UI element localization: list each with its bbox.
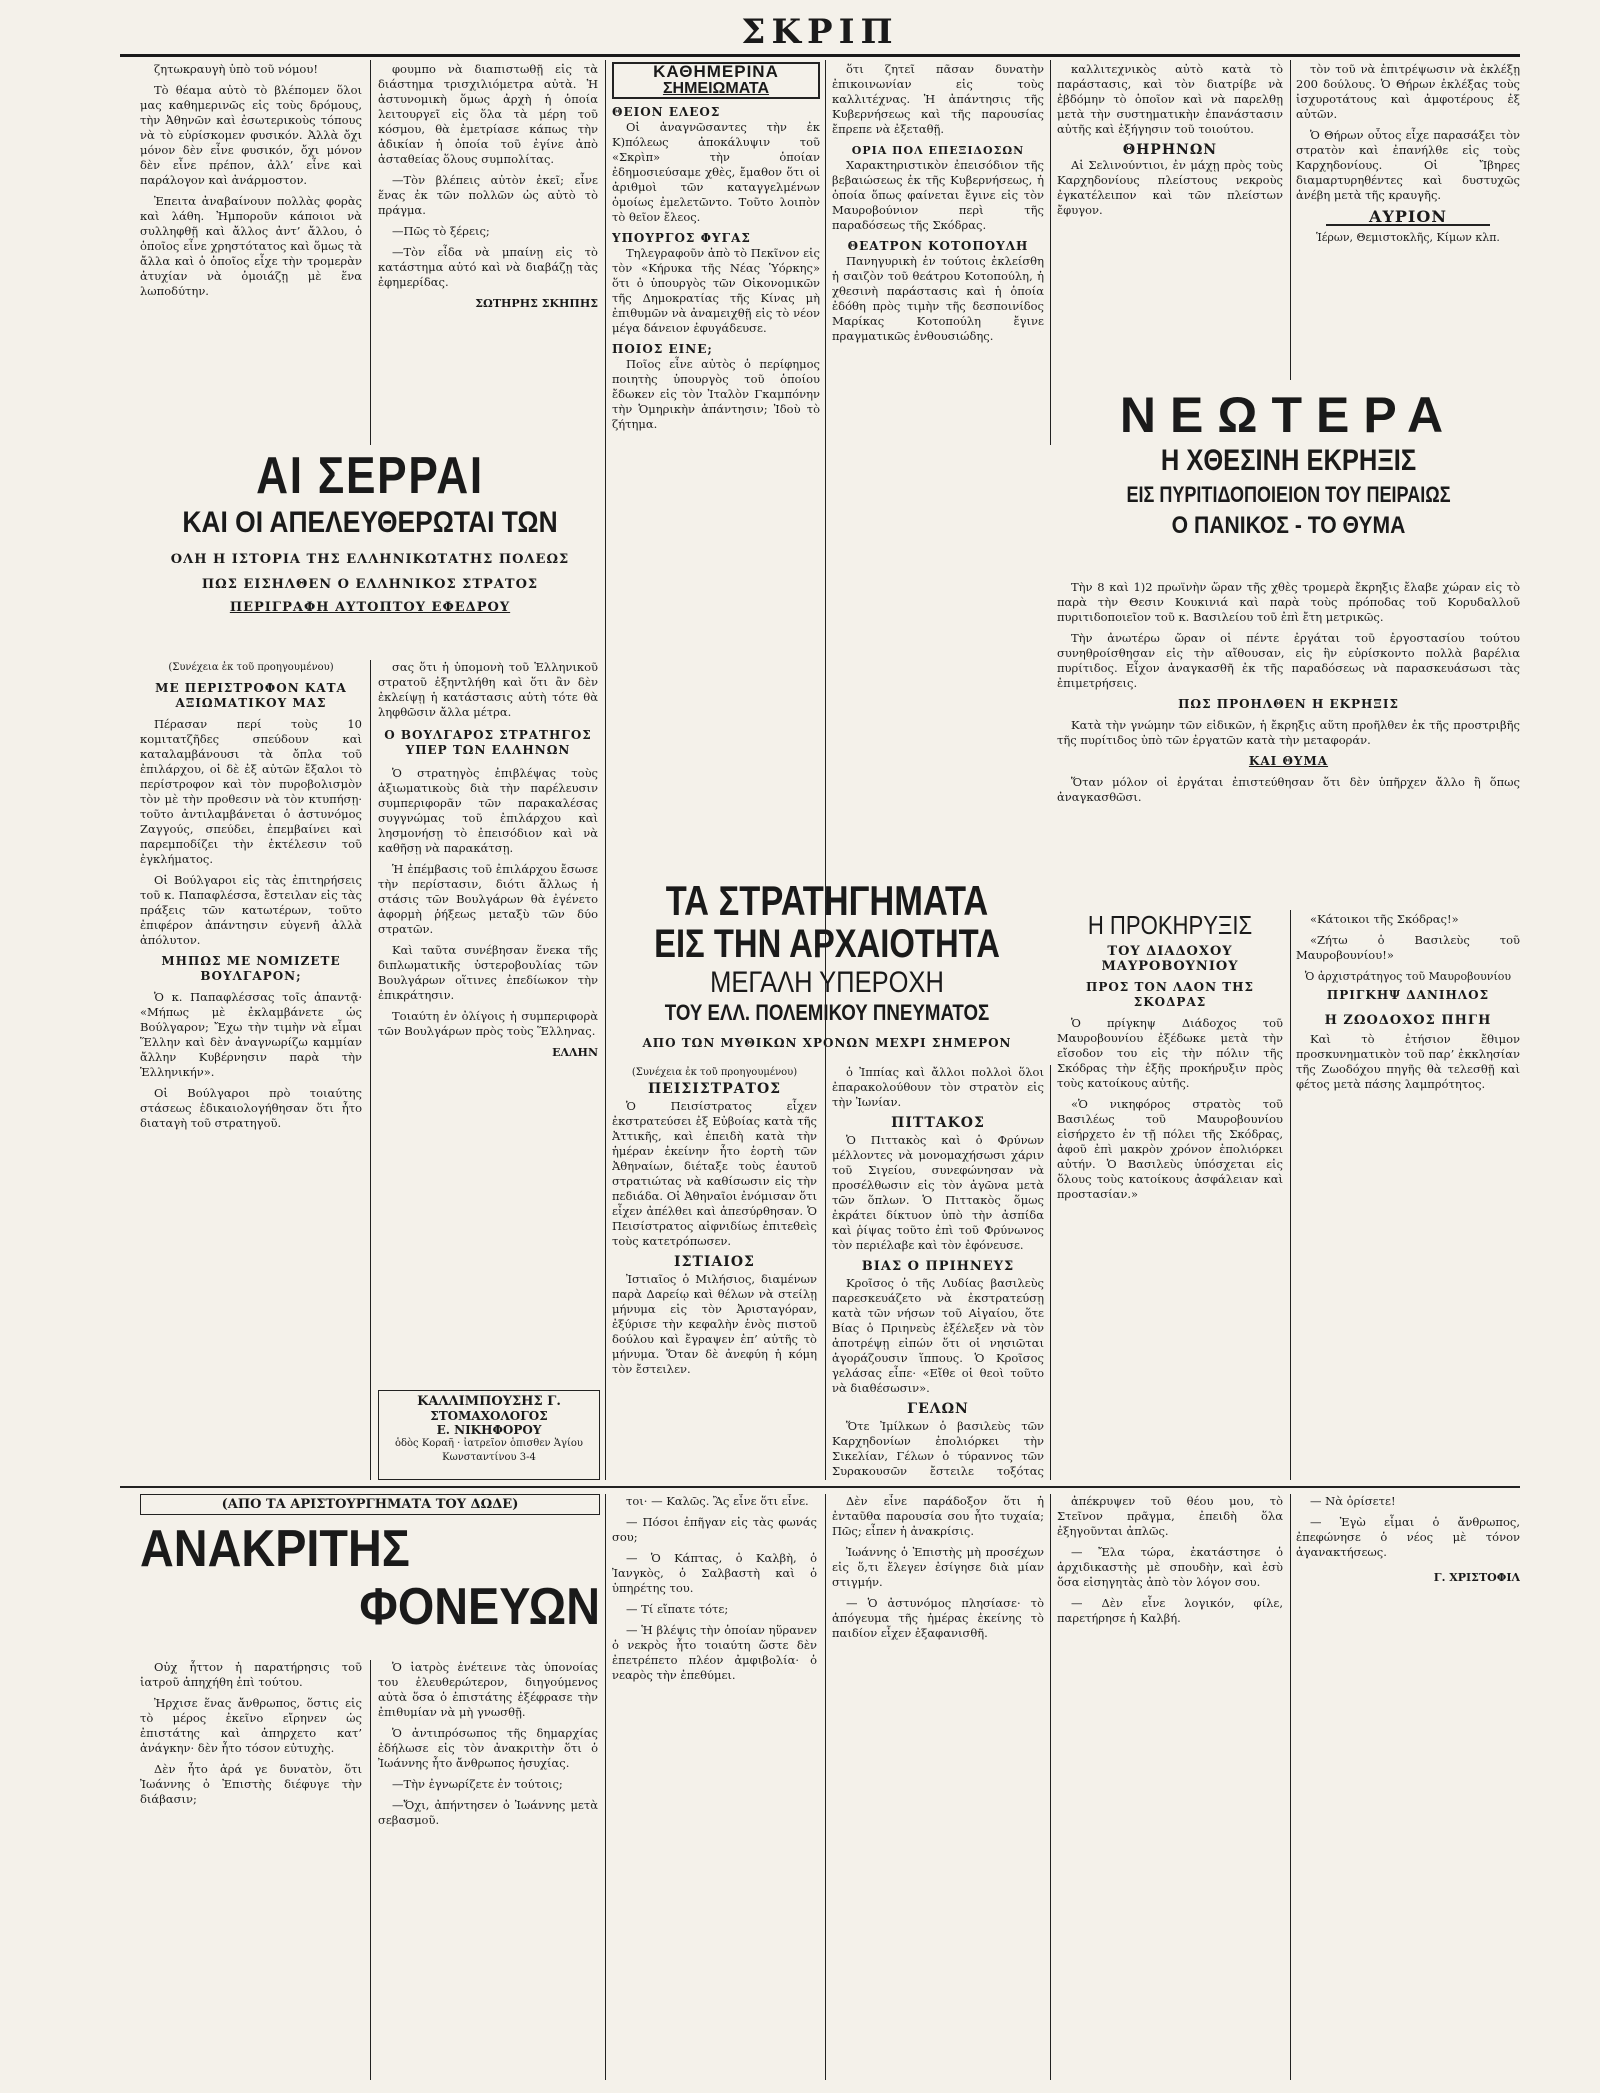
ad-line: Ε. ΝΙΚΗΦΟΡΟΥ xyxy=(436,1423,542,1437)
paragraph: ἀπέκρυψεν τοῦ θέου μου, τὸ Στεῖνον πρᾶγμα, ἐπειδὴ ὅλα ἐξηγοῦνται ἀπλῶς. xyxy=(1057,1494,1283,1538)
serrai-header xyxy=(140,447,600,650)
signature: ΣΩΤΗΡΗΣ ΣΚΗΠΗΣ xyxy=(475,297,598,310)
paragraph: Ὁ Θήρων οὗτος εἶχε παρασάξει τὸν στρατὸν καὶ ἐπανήλθε εἰς τοὺς Καρχηδονίους. Οἱ Ἴβηρες διαμαρτυρηθέντες καὶ δυστυχῶς ἀνέβη μετὰ τῆς κραυγῆς. xyxy=(1296,128,1520,202)
prokyrixis-column-2 xyxy=(1296,912,1520,1480)
section-heading: ΠΟΙΟΣ ΕΙΝΕ; xyxy=(612,342,713,356)
paragraph: Καὶ τὸ ἐτήσιον ἔθιμον προσκυνηματικὸν τοῦ παρ’ ἐκκλησίαν τῆς Ζωοδόχου πηγῆς θὰ τελεσθῇ καὶ φέτος μετὰ πάσης λαμπρότητος. xyxy=(1296,1032,1520,1091)
anakritis-title-2: ΦΟΝΕΥΩΝ xyxy=(359,1578,600,1636)
column-rule xyxy=(1290,1494,1291,2080)
column-rule xyxy=(1050,1494,1051,2080)
paragraph: Ἡ ἐπέμβασις τοῦ ἐπιλάρχου ἔσωσε τὴν περίστασιν, διότι ἄλλως ἡ στάσις τῶν Βουλγάρων θὰ ἐγένετο ἀφορμὴ ῥήξεως μεταξὺ τῶν δύο στρατῶν. xyxy=(378,862,598,936)
neotera-subtitle-1: Η ΧΘΕΣΙΝΗ ΕΚΡΗΞΙΣ xyxy=(1160,444,1417,477)
paragraph: Ἠρχισε ἕνας ἄνθρωπος, ὅστις εἰς τὸ μέρος ἐκεῖνο εἴρηνεν ὡς ἐπιστάτης καὶ ἀπηρχετο κατ’ ἀνάγκην· δὲν ἦτο τόσον εὐτυχὴς. xyxy=(140,1696,362,1755)
prokyrixis-title-3: ΠΡΟΣ ΤΟΝ ΛΑΟΝ ΤΗΣ ΣΚΟΔΡΑΣ xyxy=(1086,980,1254,1009)
strategimata-header xyxy=(612,877,1042,1055)
paragraph: τοι· — Καλῶς. Ἂς εἶνε ὅτι εἶνε. xyxy=(626,1494,809,1508)
neotera-subtitle-3: Ο ΠΑΝΙΚΟΣ - ΤΟ ΘΥΜΑ xyxy=(1171,512,1406,539)
bottom-column-4 xyxy=(832,1494,1044,2080)
section-heading: ΥΠΟΥΡΓΟΣ ΦΥΓΑΣ xyxy=(612,231,751,245)
kathimerina-label: ΚΑΘΗΜΕΡΙΝΑ xyxy=(653,62,779,81)
ad-line: ΣΤΟΜΑΧΟΛΟΓΟΣ xyxy=(430,1409,548,1423)
paragraph: «Ζήτω ὁ Βασιλεὺς τοῦ Μαυροβουνίου!» xyxy=(1296,933,1520,962)
paragraph: Κατὰ τὴν γνώμην τῶν εἰδικῶν, ἡ ἔκρηξις αὕτη προῆλθεν ἐκ τῆς προστριβῆς τῆς πυρίτιδος ὑπὸ τῶν ἐργατῶν κατὰ τὴν μεταφοράν. xyxy=(1057,718,1520,747)
paragraph: ὁ Ἰππίας καὶ ἄλλοι πολλοὶ ὅλοι ἐπαρακολούθουν τὸν στρατὸν εἰς τὴν Ἰωνίαν. xyxy=(832,1065,1044,1109)
column-rule xyxy=(1050,1065,1051,1480)
paragraph: φουμπο νὰ διαπιστωθῇ εἰς τὰ διάστημα τρισχιλιόμετρα αὐτὰ. Ἡ ἀστυνομικὴ ὅμως ἀρχὴ ἡ ὁποία λειτουργεῖ εἰς ὅλα τὰ μέρη τοῦ κόσμου, θὰ ἐμετρίασε κάπως τὴν ἀδικίαν ἡ ὁποία τοῦ ἐγίνε ἀπὸ ἀσταθείας ὅλους συμπολίτας. xyxy=(378,62,598,166)
serrai-subtitle-3: ΠΕΡΙΓΡΑΦΗ ΑΥΤΟΠΤΟΥ ΕΦΕΔΡΟΥ xyxy=(229,600,511,615)
neotera-column xyxy=(1057,580,1520,900)
paragraph: ζητωκραυγὴ ὑπὸ τοῦ νόμου! xyxy=(154,62,318,76)
paragraph: Τὴν ἀνωτέρω ὥραν οἱ πέντε ἐργάται τοῦ ἐργοστασίου τούτου συνηθροίσθησαν εἰς τὴν αἴθουσαν, εἰς ἣν εὑρίσκοντο πολλὰ βαρέλια πυρίτιδος. Εἶχον ἀναγκασθῆ ἐκ τῆς παραδόσεως νὰ παρασκευάσωσι τὰς ἐπιμετρήσεις. xyxy=(1057,631,1520,690)
section-heading: Η ΖΩΟΔΟΧΟΣ ΠΗΓΗ xyxy=(1324,1013,1492,1028)
paragraph: Τὴν 8 καὶ 1)2 πρωϊνὴν ὥραν τῆς χθὲς τρομερὰ ἔκρηξις ἔλαβε χώραν εἰς τὸ παρὰ τὴν Θεσιν Κουκινιά καὶ παρὰ τοὺς πρόποδας τοῦ Κορυδαλλοῦ πυριτιδοποιεῖον τοῦ κ. Βασιλείου τοῦ ἐπὶ ἔτη μετρικῶς. xyxy=(1057,580,1520,624)
paragraph: Κροῖσος ὁ τῆς Λυδίας βασιλεὺς παρεσκευάζετο νὰ ἐκστρατεύσῃ κατὰ τῶν νήσων τοῦ Αἰγαίου, ὅτε Βίας ὁ Πριηνεὺς ἐξέλεξεν νὰ τὸν ἀποτρέψῃ εἰπών ὅτι οἱ νησιῶται ἀγοράζουσιν ἵππους. Ὁ Κροῖσος γελάσας εἶπε· «Εἴθε οἱ θεοὶ τοῦτο νὰ διαθέσωσιν». xyxy=(832,1276,1044,1395)
paragraph: «Κάτοικοι τῆς Σκόδρας!» xyxy=(1310,912,1459,926)
kathimerina-box xyxy=(612,62,820,99)
paragraph: Ποῖος εἶνε αὐτὸς ὁ περίφημος ποιητὴς ὑπουργὸς τοῦ ὁποίου ἔδωκεν εἰς τὸν Ἰταλὸν Γκαμπόνην τὴν Ὁμηρικὴν ἀπάντησιν; Ἰδοὺ τὸ ζήτημα. xyxy=(612,357,820,431)
column-rule xyxy=(605,60,606,445)
paragraph: — Ἐγὼ εἶμαι ὁ ἄνθρωπος, ἐπεφώνησε ὁ νέος μὲ τόνον ἀγανακτήσεως. xyxy=(1296,1515,1520,1559)
prokyrixis-column xyxy=(1057,912,1283,1480)
masthead-title: ΣΚΡΙΠ xyxy=(741,12,899,52)
ad-line: ὁδὸς Κοραῆ · ἰατρεῖον ὁπισθεν Ἁγίου Κωνσταντίνου 3-4 xyxy=(395,1438,583,1463)
top-column-4 xyxy=(832,62,1044,442)
top-column-5 xyxy=(1057,62,1283,382)
paragraph: Ὁ ἰατρὸς ἐνέτεινε τὰς ὑπονοίας του ἐλευθερώτερον, διηγούμενος αὐτὰ ὅσα ὁ ἐπιστάτης ἐξέφρασε τὴν ἐπιθυμίαν νὰ μὴ γνωσθῇ. xyxy=(378,1660,598,1719)
paragraph: — Ἔλα τώρα, ἐκατάστησε ὁ ἀρχιδικαστὴς μὲ σπουδὴν, καὶ ἐσὺ ὅσα εἰσηγητὰς ἀπὸ τὸν λόγον σου. xyxy=(1057,1545,1283,1589)
bottom-column-5 xyxy=(1057,1494,1283,2080)
signature: ΕΛΛΗΝ xyxy=(552,1046,598,1059)
top-column-2 xyxy=(378,62,598,442)
anakritis-title-1: ΑΝΑΚΡΙΤΗΣ xyxy=(140,1520,410,1578)
paragraph: —Πῶς τὸ ξέρεις; xyxy=(392,224,490,238)
paragraph: Τηλεγραφοῦν ἀπὸ τὸ Πεκῖνον εἰς τὸν «Κήρυκα τῆς Νέας Ὑόρκης» ὅτι ὁ ὑπουργὸς τῶν Οἰκονομικῶν τῆς Δημοκρατίας τῆς Κίνας μὴ ἐπιθυμῶν νὰ ἀναμειχθῇ εἰς τὸ νέον μέγα δάνειον ἐφυγάδευσε. xyxy=(612,246,820,335)
section-heading: ΠΩΣ ΠΡΟΗΛΘΕΝ Η ΕΚΡΗΞΙΣ xyxy=(1178,697,1399,711)
section-heading: Ο ΒΟΥΛΓΑΡΟΣ ΣΤΡΑΤΗΓΟΣ ΥΠΕΡ ΤΩΝ ΕΛΛΗΝΩΝ xyxy=(384,728,592,757)
section-heading: ΘΕΙΟΝ ΕΛΕΟΣ xyxy=(612,105,721,119)
bottom-column-1 xyxy=(140,1660,362,2080)
column-rule xyxy=(825,60,826,1480)
strategimata-title-4: ΤΟΥ ΕΛΛ. ΠΟΛΕΜΙΚΟΥ ΠΝΕΥΜΑΤΟΣ xyxy=(664,1000,990,1025)
column-rule xyxy=(370,60,371,445)
paragraph: ὅτι ζητεῖ πᾶσαν δυνατὴν ἐπικοινωνίαν εἰς τοὺς καλλιτέχνας. Ἡ ἀπάντησις τῆς Κυβερνήσεως καὶ τῆς παρουσίας ἔπρεπε νὰ ἐξεταθῇ. xyxy=(832,62,1044,136)
paragraph: Ἰωάννης ὁ Ἐπιστὴς μὴ προσέχων εἰς ὅ,τι ἔλεγεν ἐσίγησε διὰ μίαν στιγμήν. xyxy=(832,1545,1044,1589)
paragraph: — Ἡ βλέψις τὴν ὁποίαν ηὕρανεν ὁ νεκρὸς ἦτο τοιαύτη ὥστε δὲν ἐπετρέπετο πλέον ἀμφιβολία· ὁ νεαρὸς τὴν ἐπεθύμει. xyxy=(612,1623,817,1682)
paragraph: Ὁ πρίγκηψ Διάδοχος τοῦ Μαυροβουνίου ἐξέδωκε μετὰ τὴν εἴσοδον του εἰς τὴν πόλιν τῆς Σκόδρας τὴν ἑξῆς προκήρυξιν πρὸς τοὺς κατοίκους αὐτῆς. xyxy=(1057,1016,1283,1090)
paragraph: Ὅταν μόλον οἱ ἐργάται ἐπιστεύθησαν ὅτι δὲν ὑπῆρχεν ἄλλο ἢ ὅπως ἀναγκασθῶσι. xyxy=(1057,775,1520,804)
top-column-1 xyxy=(140,62,362,442)
serrai-title-1: ΑΙ ΣΕΡΡΑΙ xyxy=(256,447,484,505)
paragraph: τὸν τοῦ νὰ ἐπιτρέψωσιν νὰ ἐκλέξῃ 200 δούλους. Ὁ Θήρων ἐκλέξας τοὺς ἰσχυροτάτους καὶ ἀμφοτέρους ἐξ αὐτῶν. xyxy=(1296,62,1520,121)
serrai-title-2: ΚΑΙ ΟΙ ΑΠΕΛΕΥΘΕΡΩΤΑΙ ΤΩΝ xyxy=(182,506,558,539)
paragraph: Αἱ Σελινούντιοι, ἐν μάχῃ πρὸς τοὺς Καρχηδονίους πλείστους νεκροὺς ἐγκατέλειπον καὶ τῶν πλείστων ἔφυγον. xyxy=(1057,158,1283,217)
paragraph: Ὁ Πεισίστρατος εἶχεν ἐκστρατεύσει ἐξ Εὐβοίας κατὰ τῆς Ἀττικῆς, καὶ ἐπειδὴ κατὰ τὴν ἡμέραν ἐκείνην ἦτο ἑορτὴ τῶν Ἀθηναίων, διέταξε τοὺς ἑαυτοῦ στρατιώτας νὰ καθίσωσιν εἰς τὴν πεδιάδα. Οἱ Ἀθηναῖοι ἐνόμισαν ὅτι εἶχεν ἀπέλθει καὶ ἀπεσύρθησαν. Ὁ Πεισίστρατος αἰφνιδίως ἐπιτεθεὶς τοὺς κατετρόπωσεν. xyxy=(612,1099,817,1248)
continuation-note: (Συνέχεια ἐκ τοῦ προηγουμένου) xyxy=(168,662,334,673)
column-rule xyxy=(825,1494,826,2080)
paragraph: Ὁ κ. Παπαφλέσσας τοῖς ἀπαντᾷ· «Μήπως μὲ ἐκλαμβάνετε ὡς Βούλγαρον; Ἔχω τὴν τιμὴν νὰ εἶμαι Ἕλλην καὶ δὲν ἀναγνωρίζω καμμίαν ἄλλην Κυβέρνησιν παρὰ τὴν Ἑλληνικήν». xyxy=(140,990,362,1079)
serrai-column-right xyxy=(378,660,598,1380)
paragraph: Ὅτε Ἰμίλκων ὁ βασιλεὺς τῶν Καρχηδονίων ἐπολιόρκει τὴν Σικελίαν, Γέλων ὁ τύραννος τῶν Συρακουσῶν ἔστειλε τοξότας xyxy=(832,1419,1044,1478)
strategimata-column-right xyxy=(832,1065,1044,1480)
paragraph: Οἱ ἀναγνῶσαντες τὴν ἐκ Κ)πόλεως ἀποκάλυψιν τοῦ «Σκρὶπ» τὴν ὁποίαν ἐδημοσιεύσαμε χθὲς, ἔμαθον ὅτι οἱ ἀριθμοὶ τῶν καταγγελμένων ὁμοίως ἐμελετῶντο. Τοῦτο λοιπὸν τὸ θεῖον ἔλεος. xyxy=(612,120,820,224)
simeiomata-label: ΣΗΜΕΙΩΜΑΤΑ xyxy=(662,80,770,97)
strategimata-title-1: ΤΑ ΣΤΡΑΤΗΓΗΜΑΤΑ xyxy=(665,877,989,924)
paragraph: Ἐπειτα ἀναβαίνουν πολλὰς φορὰς καὶ λάθη. Ἠμποροῦν κάποιοι νὰ συλληφθῇ καὶ ἄλλος ἀντ’ ἄλλου, ὁ ὁποῖος εἶνε χρηστότατος καὶ ὅμως τὰ ἄλλα καὶ ὁ ὁποῖος εἶχε τὴν τρομερὰν ἀτυχίαν νὰ ὁμοιάζῃ μὲ ἕνα λωποδύτην. xyxy=(140,194,362,298)
aurion-heading: ΑΥΡΙΟΝ xyxy=(1326,209,1490,226)
section-heading: ΘΗΡΗΝΩΝ xyxy=(1122,142,1218,158)
column-rule xyxy=(605,1494,606,2080)
prokyrixis-title-2: ΤΟΥ ΔΙΑΔΟΧΟΥ ΜΑΥΡΟΒΟΥΝΙΟΥ xyxy=(1101,944,1239,974)
paragraph: — Πόσοι ἐπῆγαν εἰς τὰς φωνάς σου; xyxy=(612,1515,817,1544)
paragraph: — Νὰ ὁρίσετε! xyxy=(1310,1494,1396,1508)
paragraph: —Ὄχι, ἀπήντησεν ὁ Ἰωάννης μετὰ σεβασμοῦ. xyxy=(378,1798,598,1827)
section-heading: ΓΕΛΩΝ xyxy=(907,1401,969,1417)
paragraph: Καὶ ταῦτα συνέβησαν ἕνεκα τῆς διπλωματικῆς ὑστεροβουλίας τῶν Βουλγάρων οἵτινες ἐπεδίωκον τὴν ἐπικράτησιν. xyxy=(378,943,598,1002)
paragraph: — Τί εἴπατε τότε; xyxy=(626,1602,729,1616)
paragraph: Τοιαύτη ἐν ὀλίγοις ἡ συμπεριφορὰ τῶν Βουλγάρων πρὸς τοὺς Ἕλληνας. xyxy=(378,1009,598,1038)
column-rule xyxy=(1290,60,1291,380)
neotera-header xyxy=(1057,387,1520,575)
signature: ΠΡΙΓΚΗΨ ΔΑΝΙΗΛΟΣ xyxy=(1326,988,1490,1002)
column-rule xyxy=(370,1660,371,2080)
paragraph: «Ὁ νικηφόρος στρατὸς τοῦ Βασιλέως τοῦ Μαυροβουνίου εἰσήρχετο ἐν τῇ πόλει τῆς Σκόδρας, ἀφοῦ ἐπὶ μακρὸν χρόνον ἐπολιόρκει αὐτήν. Ὁ Βασιλεὺς ὑπόσχεται εἰς ὅλους τοὺς κατοίκους ἀσφάλειαν καὶ προστασίαν.» xyxy=(1057,1097,1283,1201)
paragraph: Χαρακτηριστικὸν ἐπεισόδιον τῆς βεβαιώσεως ἐκ τῆς Κυβερνήσεως, ἡ ὁποία ὅπως φαίνεται ἔγινε εἰς τὸν Μαυροβούνιον περὶ τῆς παραδόσεως τῆς Σκόδρας. xyxy=(832,158,1044,232)
section-heading: ΘΕΑΤΡΟΝ ΚΟΤΟΠΟΥΛΗ xyxy=(847,239,1029,253)
section-heading: ΜΕ ΠΕΡΙΣΤΡΟΦΟΝ ΚΑΤΑ ΑΞΙΩΜΑΤΙΚΟΥ ΜΑΣ xyxy=(155,681,347,710)
ad-line: ΚΑΛΛΙΜΠΟΥΣΗΣ Γ. xyxy=(417,1394,561,1409)
section-heading: ΠΕΙΣΙΣΤΡΑΤΟΣ xyxy=(647,1081,782,1097)
section-heading: ΙΣΤΙΑΙΟΣ xyxy=(674,1254,755,1270)
prokyrixis-title-1: Η ΠΡΟΚΗΡΥΞΙΣ xyxy=(1087,912,1253,940)
paragraph: —Τὸν βλέπεις αὐτὸν ἐκεῖ; εἶνε ἕνας ἐκ τῶν πολλῶν ὡς αὐτὸ τὸ πράγμα. xyxy=(378,173,598,217)
aurion-subtitle: Ἱέρων, Θεμιστοκλῆς, Κίμων κλπ. xyxy=(1316,231,1500,244)
paragraph: — Ὁ ἀστυνόμος πλησίασε· τὸ ἀπόγευμα τῆς ἡμέρας ἐκείνης τὸ παιδίον εἶχεν ἐξαφανισθῆ. xyxy=(832,1596,1044,1640)
strategimata-title-5: ΑΠΟ ΤΩΝ ΜΥΘΙΚΩΝ ΧΡΟΝΩΝ ΜΕΧΡΙ ΣΗΜΕΡΟΝ xyxy=(642,1036,1012,1050)
strategimata-column-left xyxy=(612,1065,817,1480)
paragraph: Δὲν ἦτο ἀρά γε δυνατὸν, ὅτι Ἰωάννης ὁ Ἐπιστὴς διέφυγε τὴν διάβασιν; xyxy=(140,1762,362,1806)
column-rule xyxy=(370,660,371,1480)
paragraph: —Τὴν ἐγνωρίζετε ἐν τούτοις; xyxy=(392,1777,563,1791)
paragraph: Ὁ στρατηγὸς ἐπιβλέψας τοὺς ἀξιωματικοὺς διὰ τὴν παρέλευσιν συμπεριφορᾶν τῶν παρακαλέσας συγγνώμας τοῦ ἐπιλάρχου καὶ λησμονήσῃ τὸ ἐπεισόδιον καὶ νὰ καθῆσῃ νὰ παρακάτσῃ. xyxy=(378,766,598,855)
serrai-column-left xyxy=(140,660,362,1480)
paragraph: Οἱ Βούλγαροι πρὸ τοιαύτης στάσεως ἐδικαιολογήθησαν ὅτι ἦτο διαταγὴ τοῦ στρατηγοῦ. xyxy=(140,1086,362,1130)
signature: Ὁ ἀρχιστράτηγος τοῦ Μαυροβουνίου xyxy=(1304,970,1512,983)
paragraph: σας ὅτι ἡ ὑπομονὴ τοῦ Ἑλληνικοῦ στρατοῦ ἐξηντλήθη καὶ ὅτι ἂν δὲν ἐκλείψῃ ἡ κατάστασις αὐτὴ τότε θὰ ληφθῶσιν ἄλλα μέτρα. xyxy=(378,660,598,719)
paragraph: — Δὲν εἶνε λογικόν, φίλε, παρετήρησε ἡ Καλβή. xyxy=(1057,1596,1283,1625)
paragraph: Τὸ θέαμα αὐτὸ τὸ βλέπομεν ὅλοι μας καθημερινῶς εἰς τοὺς δρόμους, τὴν Ἀθηνῶν καὶ ἐσωτερικοὺς τόπους νὰ τὸ εὑρίσκομεν φυσικόν. Ἀλλὰ ὄχι μόνον δὲν εἶνε φυσικόν, ὄχι μόνον δὲν εἶνε πρέπον, ἀλλ’ εἶνε καὶ παράλογον καὶ ἀνάρμοστον. xyxy=(140,83,362,187)
paragraph: — Ὁ Κάπτας, ὁ Καλβὴ, ὁ Ἰανγκὸς, ὁ Σαλβαστὴ καὶ ὁ ὑπηρέτης του. xyxy=(612,1551,817,1595)
strategimata-title-3: ΜΕΓΑΛΗ ΥΠΕΡΟΧΗ xyxy=(710,966,944,999)
bottom-column-6 xyxy=(1296,1494,1520,2080)
section-heading: ΟΡΙΑ ΠΟΛ ΕΠΕΞΙΔΟΣΩΝ xyxy=(851,144,1025,157)
column-rule xyxy=(1290,910,1291,1480)
signature: Γ. ΧΡΙΣΤΟΦΙΛ xyxy=(1433,1571,1520,1584)
paragraph: Δὲν εἶνε παράδοξον ὅτι ἡ ἐνταῦθα παρουσία σου ἦτο τυχαία; Πῶς; εἶπεν ἡ ἀνακρίσις. xyxy=(832,1494,1044,1538)
paragraph: Ὁ ἀντιπρόσωπος τῆς δημαρχίας ἐδήλωσε εἰς τὸν ἀνακριτὴν ὅτι ὁ Ἰωάννης ἦτο ἄνθρωπος ἡσυχίας. xyxy=(378,1726,598,1770)
anakritis-banner: (ΑΠΟ ΤΑ ΑΡΙΣΤΟΥΡΓΗΜΑΤΑ ΤΟΥ ΔΩΔΕ) xyxy=(140,1494,600,1515)
serrai-subtitle-2: ΠΩΣ ΕΙΣΗΛΘΕΝ Ο ΕΛΛΗΝΙΚΟΣ ΣΤΡΑΤΟΣ xyxy=(201,577,539,592)
paragraph: Πανηγυρικὴ ἐν τούτοις ἐκλείσθη ἡ σαιζὸν τοῦ θεάτρου Κοτοπούλη, ἡ χθεσινὴ παράστασις καὶ ἡ ὁποία ἐδόθη πρὸς τιμὴν τῆς δεσποινίδος Μαρίκας Κοτοπούλη ἔγινε πραγματικῶς ἐνθουσιώδης. xyxy=(832,254,1044,343)
doctor-advertisement xyxy=(378,1390,600,1480)
paragraph: Οἱ Βούλγαροι εἰς τὰς ἐπιτηρήσεις τοῦ κ. Παπαφλέσσα, ἔστειλαν εἰς τὰς πράξεις τῶν κατωτέρων, τοῦτο ἐπιφέρον ἀπάντησιν εὐγενῆ ἀλλὰ ἀπόλυτον. xyxy=(140,873,362,947)
section-heading: ΜΗΠΩΣ ΜΕ ΝΟΜΙΖΕΤΕ ΒΟΥΛΓΑΡΟΝ; xyxy=(161,954,341,983)
paragraph: Ὁ Πιττακὸς καὶ ὁ Φρύνων μέλλοντες νὰ μονομαχήσωσι χάριν τοῦ Σιγείου, συνεφώνησαν νὰ προσέλθωσιν εἰς τὸν ἀγῶνα μετὰ τῶν ὅπλων. Ὁ Πιττακὸς ὅμως ἐκράτει δίκτυον ὑπὸ τὴν ἀσπίδα καὶ ῥίψας τοῦτο ἐπὶ τοῦ Φρύνωνος τὸν περιέλαβε καὶ τὸν ἐφόνευσε. xyxy=(832,1133,1044,1252)
section-heading: ΠΙΤΤΑΚΟΣ xyxy=(891,1115,985,1131)
section-rule xyxy=(120,1486,1520,1488)
top-column-3 xyxy=(612,62,820,442)
strategimata-title-2: ΕΙΣ ΤΗΝ ΑΡΧΑΙΟΤΗΤΑ xyxy=(654,922,1000,966)
continuation-note: (Συνέχεια ἐκ τοῦ προηγουμένου) xyxy=(631,1067,798,1078)
bottom-column-2 xyxy=(378,1660,598,2080)
paragraph: Οὐχ ἧττον ἡ παρατήρησις τοῦ ἰατροῦ ἀπηχήθη ἐπὶ τούτου. xyxy=(140,1660,362,1689)
masthead xyxy=(120,10,1520,57)
section-heading: ΒΙΑΣ Ο ΠΡΙΗΝΕΥΣ xyxy=(861,1259,1015,1274)
paragraph: καλλιτεχνικὸς αὐτὸ κατὰ τὸ παράστασις, καὶ τὸν διατρίβε νὰ ἐβδόμην τὸ ὁποῖον καὶ νὰ παρελθῃ μετὰ τὴν συστηματικὴν ἐπανάστασιν αὐτῆς καὶ ἐξήγησιν τοῦ τοιούτου. xyxy=(1057,62,1283,136)
section-heading: ΚΑΙ ΘΥΜΑ xyxy=(1248,754,1329,768)
column-rule xyxy=(605,445,606,1480)
top-column-6 xyxy=(1296,62,1520,382)
neotera-subtitle-2: ΕΙΣ ΠΥΡΙΤΙΔΟΠΟΙΕΙΟΝ ΤΟΥ ΠΕΙΡΑΙΩΣ xyxy=(1126,482,1451,507)
anakritis-header xyxy=(140,1494,600,1654)
serrai-subtitle-1: ΟΛΗ Η ΙΣΤΟΡΙΑ ΤΗΣ ΕΛΛΗΝΙΚΩΤΑΤΗΣ ΠΟΛΕΩΣ xyxy=(170,552,570,567)
paragraph: —Τὸν εἶδα νὰ μπαίνῃ εἰς τὸ κατάστημα αὐτό καὶ νὰ διαβάζῃ τὰς ἐφημερίδας. xyxy=(378,245,598,289)
bottom-column-3 xyxy=(612,1494,817,2080)
paragraph: Πέρασαν περί τοὺς 10 κομιτατζῆδες σπεύδουν καὶ καταλαμβάνουσι τὰ ὄπλα τοῦ ἐπιλάρχου, οἱ δὲ ἐξ αὐτῶν ἔξαλοι τὸ περίστροφον καὶ τὸν πυροβολισμὸν τὸν μὲ τὴν προθεσιν νὰ τὸν κτυπήσῃ· τοῦτο ἀντιλαμβάνεται ὁ ἀστυνόμος Ζαγγούς, σπεύδει, ἐπεμβαίνει καὶ παρεμποδίζει τὴν ἐκτέλεσιν τοῦ ἐγκλήματος. xyxy=(140,717,362,866)
paragraph: Ἰστιαῖος ὁ Μιλήσιος, διαμένων παρὰ Δαρείῳ καὶ θέλων νὰ στείλῃ μήνυμα εἰς τὸν Ἀρισταγόραν, ἐξύρισε τὴν κεφαλὴν ἑνὸς πιστοῦ δούλου καὶ ἔγραψεν ἐπ’ αὐτῆς τὸ μήνυμα. Ὅταν δὲ ἀνεφύη ἡ κόμη τὸν ἔστειλεν. xyxy=(612,1272,817,1376)
neotera-title: ΝΕΩΤΕΡΑ xyxy=(1119,387,1458,443)
column-rule xyxy=(1050,60,1051,445)
